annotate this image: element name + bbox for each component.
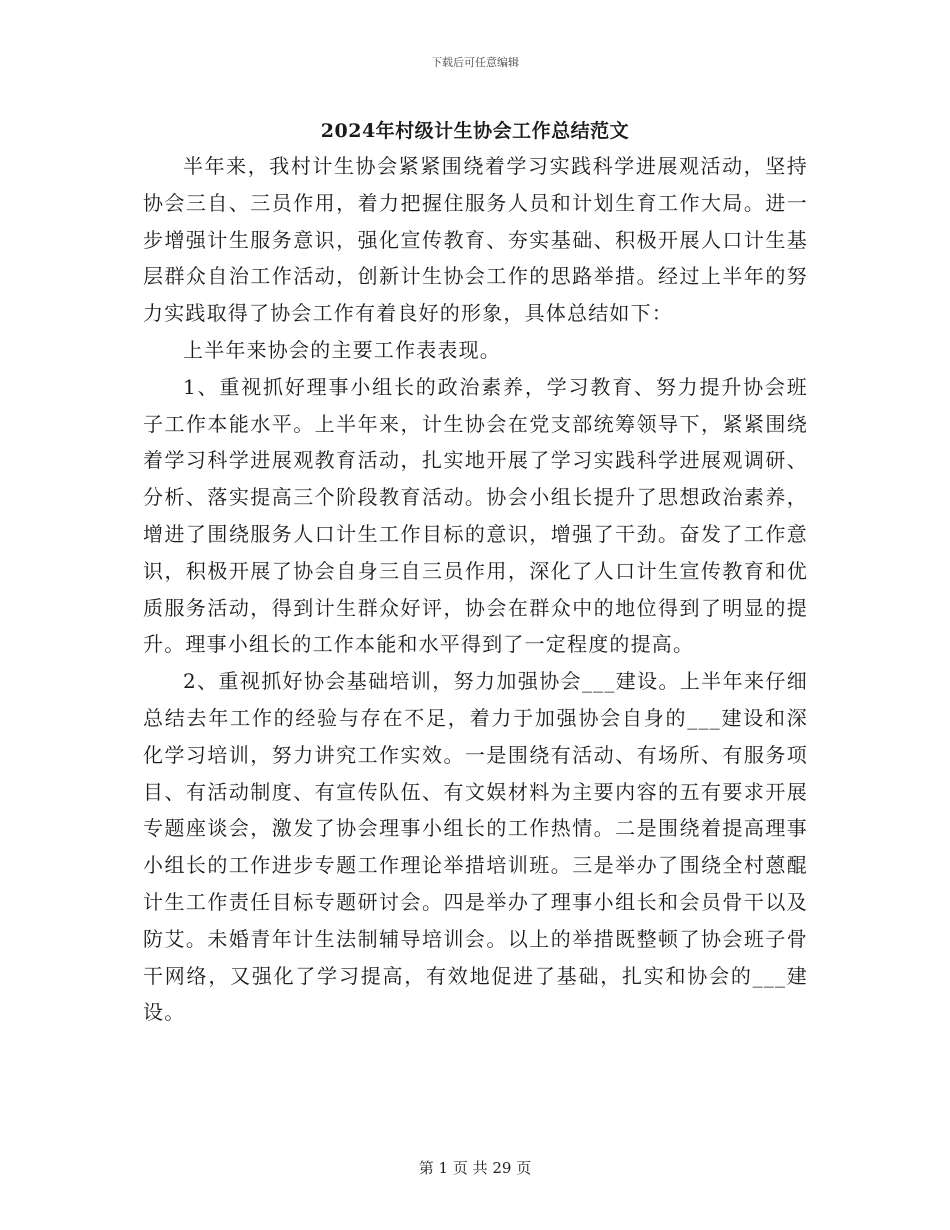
page-number: 第 1 页 共 29 页 [418, 1159, 532, 1177]
header-note: 下载后可任意编辑 [431, 56, 519, 69]
paragraph-item-1: 1、重视抓好理事小组长的政治素养，学习教育、努力提升协会班子工作本能水平。上半年来，计生协会在党支部统筹领导下，紧紧围绕着学习科学进展观教育活动，扎实地开展了学习实践科学进展观调研、分析、落实提高三个阶段教育活动。协会小组长提升了思想政治素养，增进了围绕服务人口计生工作目标的意识，增强了干劲。奋发了工作意识，积极开展了协会自身三自三员作用，深化了人口计生宣传教育和优质服务活动，得到计生群众好评，协会在群众中的地位得到了明显的提升。理事小组长的工作本能和水平得到了一定程度的提高。 [143, 374, 808, 657]
document-title: 2024年村级计生协会工作总结范文 [320, 120, 630, 142]
paragraph-item-2: 2、重视抓好协会基础培训，努力加强协会___建设。上半年来仔细总结去年工作的经验与存在不足，着力于加强协会自身的___建设和深化学习培训，努力讲究工作实效。一是围绕有活动、有场所、有服务项目、有活动制度、有宣传队伍、有文娱材料为主要内容的五有要求开展专题座谈会，激发了协会理事小组长的工作热情。二是围绕着提高理事小组长的工作进步专题工作理论举措培训班。三是举办了围绕全村蒽醌计生工作责任目标专题研讨会。四是举办了理事小组长和会员骨干以及防艾。未婚青年计生法制辅导培训会。以上的举措既整顿了协会班子骨干网络，又强化了学习提高，有效地促进了基础，扎实和协会的___建设。 [143, 669, 808, 1025]
paragraph-intro: 半年来，我村计生协会紧紧围绕着学习实践科学进展观活动，坚持协会三自、三员作用，着力把握住服务人员和计划生育工作大局。进一步增强计生服务意识，强化宣传教育、夯实基础、积极开展人口计生基层群众自治工作活动，创新计生协会工作的思路举措。经过上半年的努力实践取得了协会工作有着良好的形象，具体总结如下： [143, 154, 808, 326]
document-body [143, 148, 808, 1031]
paragraph-section-heading: 上半年来协会的主要工作表表现。 [183, 337, 501, 362]
